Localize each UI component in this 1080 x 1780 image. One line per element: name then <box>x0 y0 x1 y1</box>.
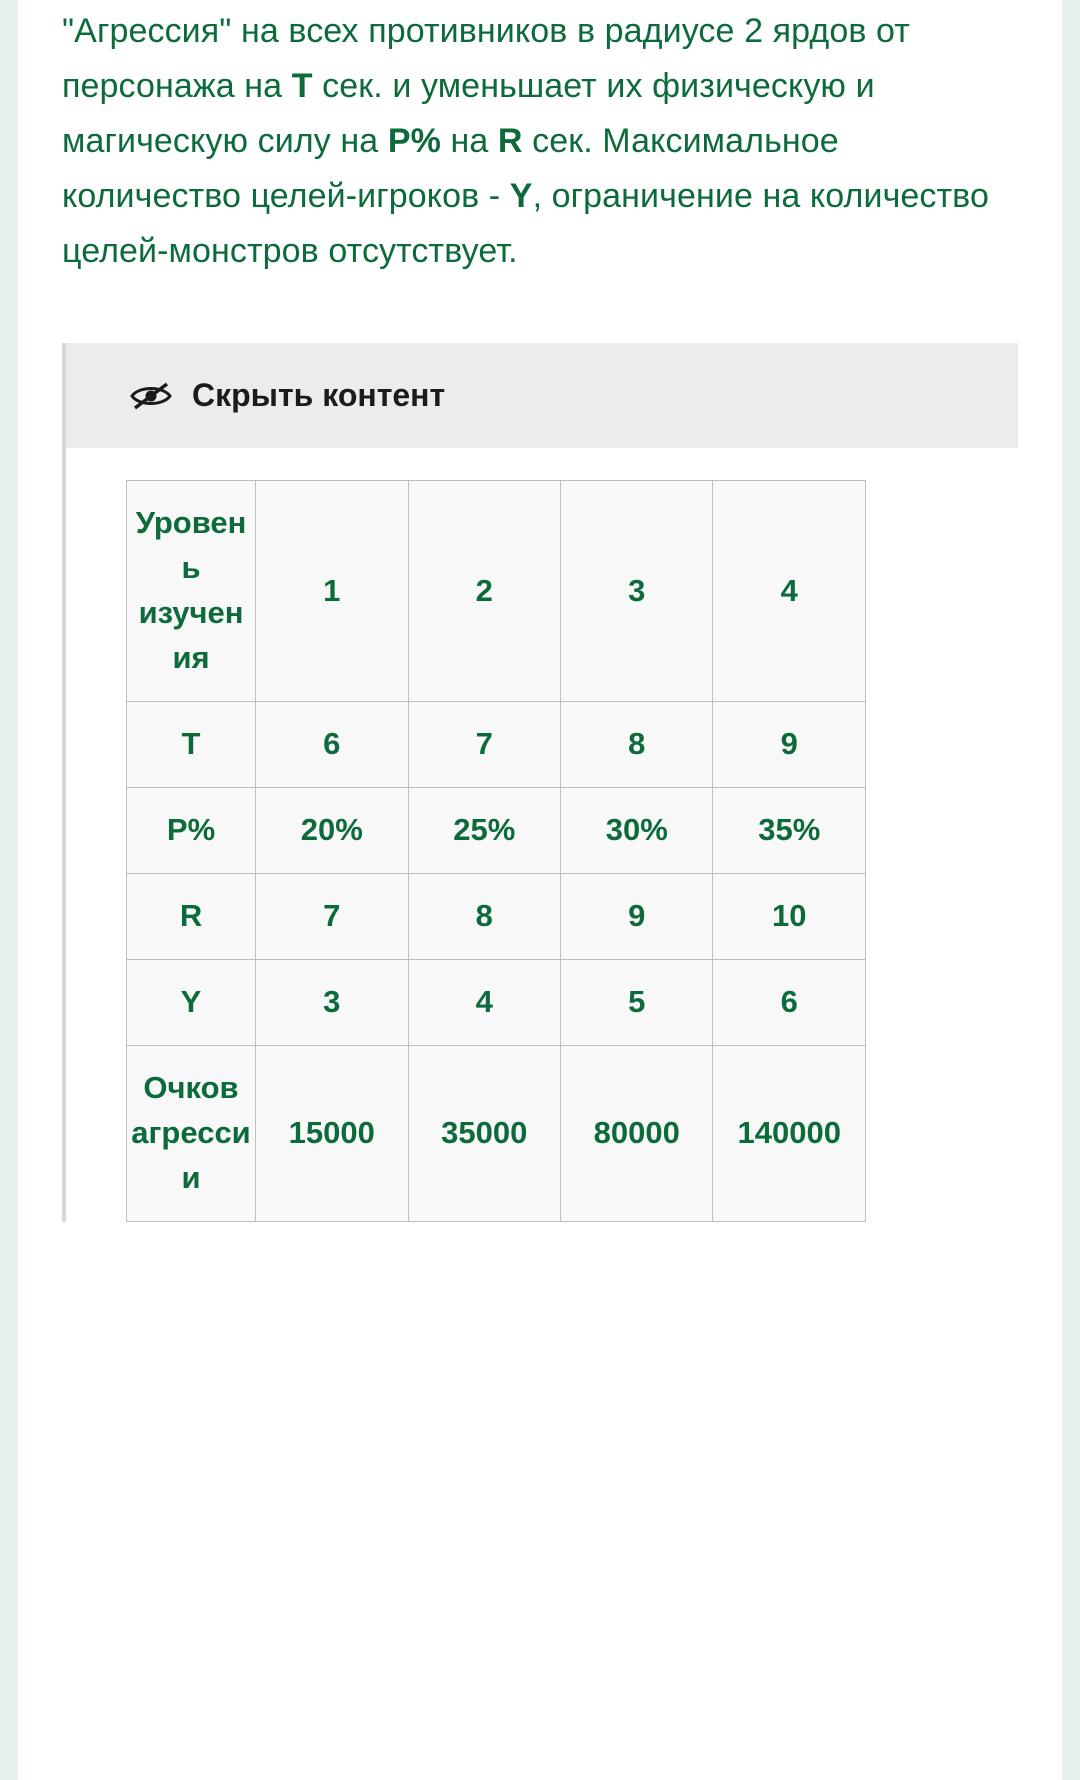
table-cell: 5 <box>561 959 713 1045</box>
row-header-cell: P% <box>127 788 256 874</box>
table-cell: 4 <box>408 959 560 1045</box>
table-cell: 35000 <box>408 1045 560 1221</box>
table-cell: 8 <box>561 702 713 788</box>
table-row <box>127 702 866 788</box>
eye-slash-icon <box>128 379 174 413</box>
table-cell: 8 <box>408 874 560 960</box>
table-cell: 80000 <box>561 1045 713 1221</box>
table-cell: 140000 <box>713 1045 866 1221</box>
table-cell: 3 <box>561 481 713 702</box>
article-page <box>18 0 1062 1780</box>
article-content <box>18 0 1062 1222</box>
table-row <box>127 874 866 960</box>
row-header-cell: R <box>127 874 256 960</box>
table-row <box>127 1045 866 1221</box>
table-cell: 3 <box>256 959 408 1045</box>
table-cell: 6 <box>256 702 408 788</box>
table-cell: 20% <box>256 788 408 874</box>
table-row <box>127 788 866 874</box>
table-cell: 1 <box>256 481 408 702</box>
table-cell: 10 <box>713 874 866 960</box>
table-cell: 15000 <box>256 1045 408 1221</box>
skill-levels-table <box>126 480 866 1221</box>
spoiler-block <box>62 343 1018 1221</box>
table-cell: 35% <box>713 788 866 874</box>
row-header-cell: Y <box>127 959 256 1045</box>
table-cell: 7 <box>408 702 560 788</box>
table-cell: 9 <box>561 874 713 960</box>
skill-description-paragraph: "Агрессия" на всех противников в радиусе 2 ярдов от персонажа на T сек. и уменьшает их физическую и магическую силу на P% на R сек. Максимальное количество целей-игроков - Y, ограничение на количество целей-монстров отсутствует. <box>62 12 989 271</box>
table-body <box>127 481 866 1221</box>
table-cell: 9 <box>713 702 866 788</box>
row-header-cell: Уровень изучения <box>127 481 256 702</box>
table-row <box>127 481 866 702</box>
spoiler-content <box>66 448 1018 1221</box>
spoiler-label: Скрыть контент <box>192 377 446 414</box>
table-cell: 6 <box>713 959 866 1045</box>
table-cell: 4 <box>713 481 866 702</box>
table-cell: 25% <box>408 788 560 874</box>
table-cell: 30% <box>561 788 713 874</box>
spoiler-toggle[interactable] <box>66 343 1018 448</box>
table-row <box>127 959 866 1045</box>
row-header-cell: Очков агрессии <box>127 1045 256 1221</box>
table-cell: 7 <box>256 874 408 960</box>
row-header-cell: T <box>127 702 256 788</box>
table-cell: 2 <box>408 481 560 702</box>
